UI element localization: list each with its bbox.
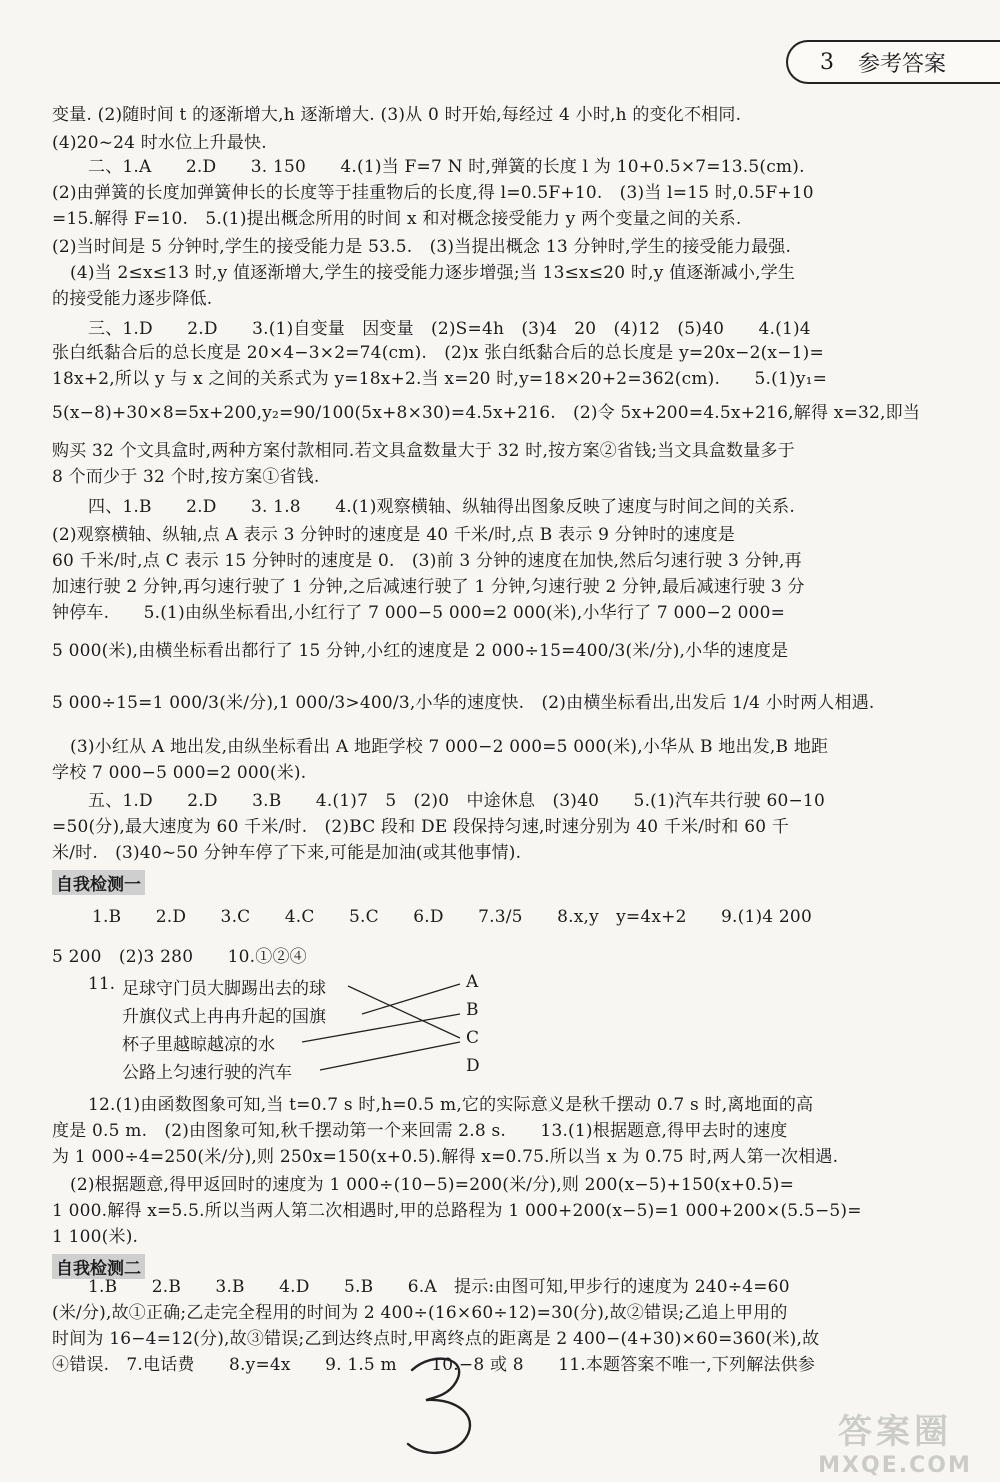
matching-item-right: B — [466, 1000, 479, 1020]
answer-line: 5(x−8)+30×8=5x+200,y₂=90/100(5x+8×30)=4.5x+216. (2)令 5x+200=4.5x+216,解得 x=32,即当 — [52, 403, 921, 423]
answer-line: 三、1.D 2.D 3.(1)自变量 因变量 (2)S=4h (3)4 20 (4)12 (5)40 4.(1)4 — [88, 319, 811, 339]
answer-line: (2)观察横轴、纵轴,点 A 表示 3 分钟时的速度是 40 千米/时,点 B 表示 9 分钟时的速度是 — [52, 525, 736, 545]
answer-line: 1 000.解得 x=5.5.所以当两人第二次相遇时,甲的总路程为 1 000+200(x−5)=1 000+200×(5.5−5)= — [52, 1201, 862, 1221]
match-line — [302, 1014, 460, 1042]
answer-line: =15.解得 F=10. 5.(1)提出概念所用的时间 x 和对概念接受能力 y 两个变量之间的关系. — [52, 209, 742, 229]
handwritten-digit-stroke — [408, 1359, 470, 1453]
watermark-logo-text: 答案圈 — [838, 1412, 952, 1452]
answer-line: 四、1.B 2.D 3. 1.8 4.(1)观察横轴、纵轴得出图象反映了速度与时间之间的关系. — [88, 497, 795, 517]
answer-line: 时间为 16−4=12(分),故③错误;乙到达终点时,甲离终点的距离是 2 400−(4+30)×60=360(米),故 — [52, 1329, 820, 1349]
matching-item-left: 杯子里越晾越凉的水 — [122, 1035, 275, 1055]
matching-item-left: 公路上匀速行驶的汽车 — [122, 1063, 292, 1083]
answer-line: 1 100(米). — [52, 1227, 139, 1247]
answer-line: 钟停车. 5.(1)由纵坐标看出,小红行了 7 000−5 000=2 000(米),小华行了 7 000−2 000= — [52, 603, 786, 623]
matching-item-right: C — [466, 1028, 480, 1048]
answer-line: 二、1.A 2.D 3. 150 4.(1)当 F=7 N 时,弹簧的长度 l 为 10+0.5×7=13.5(cm). — [88, 157, 805, 177]
answer-line: (4)当 2≤x≤13 时,y 值逐渐增大,学生的接受能力逐步增强;当 13≤x≤20 时,y 值逐渐减小,学生 — [70, 263, 796, 283]
answer-line: 为 1 000÷4=250(米/分),则 250x=150(x+0.5).解得 x=0.75.所以当 x 为 0.75 时,两人第一次相遇. — [52, 1147, 839, 1167]
answer-line: 12.(1)由函数图象可知,当 t=0.7 s 时,h=0.5 m,它的实际意义是秋千摆动 0.7 s 时,离地面的高 — [88, 1095, 814, 1115]
page-header-tab — [786, 40, 1000, 84]
answer-line: 1.B 2.B 3.B 4.D 5.B 6.A 提示:由图可知,甲步行的速度为 240÷4=60 — [88, 1277, 790, 1297]
answer-line: ④错误. 7.电话费 8.y=4x 9. 1.5 m 10.−8 或 8 11.本题答案不唯一,下列解法供参 — [52, 1355, 816, 1375]
matching-item-left: 足球守门员大脚踢出去的球 — [122, 979, 326, 999]
chapter-title: 参考答案 — [858, 51, 947, 77]
handwritten-page-number — [404, 1352, 484, 1462]
answer-line: 张白纸黏合后的总长度是 20×4−3×2=74(cm). (2)x 张白纸黏合后的总长度是 y=20x−2(x−1)= — [52, 343, 824, 363]
answer-line: 度是 0.5 m. (2)由图象可知,秋千摆动第一个来回需 2.8 s. 13.(1)根据题意,得甲去时的速度 — [52, 1121, 788, 1141]
answer-line: 1.B 2.D 3.C 4.C 5.C 6.D 7.3/5 8.x,y y=4x+2 9.(1)4 200 — [92, 907, 812, 927]
answer-line: 加速行驶 2 分钟,再匀速行驶了 1 分钟,之后减速行驶了 1 分钟,匀速行驶 2 分钟,最后减速行驶 3 分 — [52, 577, 805, 597]
matching-number: 11. — [88, 974, 116, 994]
answer-line: 5 000÷15=1 000/3(米/分),1 000/3>400/3,小华的速度快. (2)由横坐标看出,出发后 1/4 小时两人相遇. — [52, 693, 875, 713]
answer-line: 5 200 (2)3 280 10.①②④ — [52, 947, 307, 967]
section-title-self-test-1: 自我检测一 — [52, 870, 145, 895]
answer-line: 学校 7 000−5 000=2 000(米). — [52, 763, 307, 783]
answer-line: 18x+2,所以 y 与 x 之间的关系式为 y=18x+2.当 x=20 时,y=18×20+2=362(cm). 5.(1)y₁= — [52, 369, 828, 389]
match-line — [320, 1042, 460, 1070]
answer-line: (2)根据题意,得甲返回时的速度为 1 000÷(10−5)=200(米/分),则 200(x−5)+150(x+0.5)= — [70, 1175, 795, 1195]
answer-line: 60 千米/时,点 C 表示 15 分钟时的速度是 0. (3)前 3 分钟的速度在加快,然后匀速行驶 3 分钟,再 — [52, 551, 802, 571]
matching-item-right: D — [466, 1056, 480, 1076]
answer-line: 购买 32 个文具盒时,两种方案付款相同.若文具盒数量大于 32 时,按方案②省钱;当文具盒数量多于 — [52, 441, 795, 461]
matching-lines — [52, 96, 900, 1096]
answer-line: 五、1.D 2.D 3.B 4.(1)7 5 (2)0 中途休息 (3)40 5.(1)汽车共行驶 60−10 — [88, 791, 825, 811]
answer-line: =50(分),最大速度为 60 千米/时. (2)BC 段和 DE 段保持匀速,时速分别为 40 千米/时和 60 千 — [52, 817, 790, 837]
section-title-self-test-2: 自我检测二 — [52, 1254, 145, 1279]
matching-item-left: 升旗仪式上冉冉升起的国旗 — [122, 1007, 326, 1027]
answer-line: 变量. (2)随时间 t 的逐渐增大,h 逐渐增大. (3)从 0 时开始,每经过 4 小时,h 的变化不相同. — [52, 105, 742, 125]
matching-item-right: A — [466, 972, 479, 992]
watermark-logo-url: MXQE.COM — [818, 1453, 972, 1478]
answer-line: (2)当时间是 5 分钟时,学生的接受能力是 53.5. (3)当提出概念 13 分钟时,学生的接受能力最强. — [52, 237, 792, 257]
answer-line: (3)小红从 A 地出发,由纵坐标看出 A 地距学校 7 000−2 000=5 000(米),小华从 B 地出发,B 地距 — [70, 737, 829, 757]
chapter-number: 3 — [820, 49, 834, 75]
answer-line: (2)由弹簧的长度加弹簧伸长的长度等于挂重物后的长度,得 l=0.5F+10. (3)当 l=15 时,0.5F+10 — [52, 183, 814, 203]
answer-line: 米/时. (3)40~50 分钟车停了下来,可能是加油(或其他事情). — [52, 843, 522, 863]
answer-line: (4)20~24 时水位上升最快. — [52, 133, 267, 153]
answer-line: (米/分),故①正确;乙走完全程用的时间为 2 400÷(16×60÷12)=30(分),故②错误;乙追上甲用的 — [52, 1303, 788, 1323]
answer-line: 5 000(米),由横坐标看出都行了 15 分钟,小红的速度是 2 000÷15=400/3(米/分),小华的速度是 — [52, 641, 789, 661]
watermark-logo — [800, 1404, 990, 1478]
answer-line: 8 个而少于 32 个时,按方案①省钱. — [52, 467, 320, 487]
match-line — [348, 986, 460, 1038]
answer-line: 的接受能力逐步降低. — [52, 289, 213, 309]
